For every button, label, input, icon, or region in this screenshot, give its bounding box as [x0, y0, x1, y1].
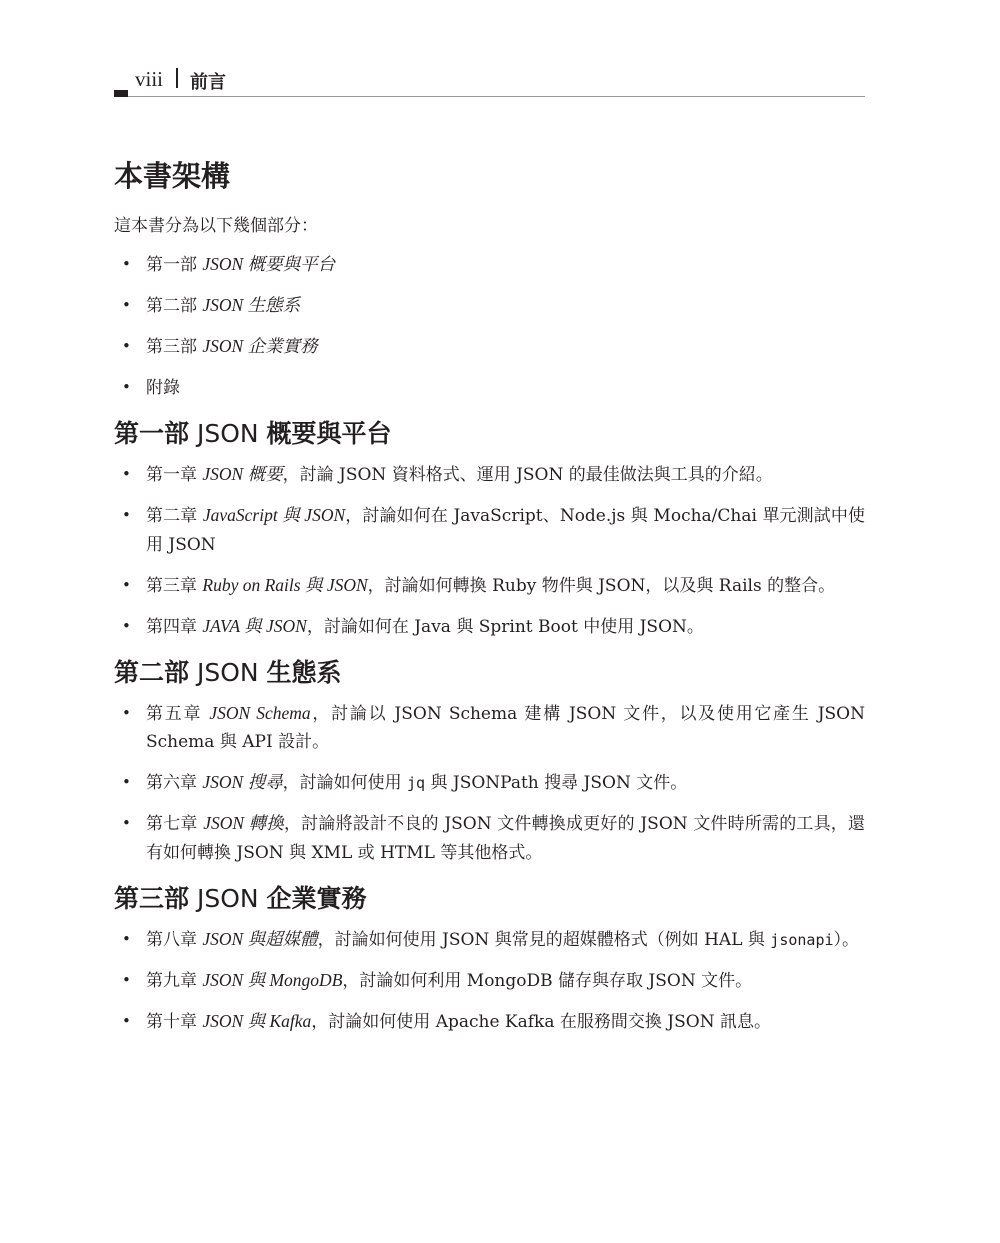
inline-code: jq [407, 774, 426, 792]
intro-paragraph: 這本書分為以下幾個部分： [114, 216, 318, 236]
chapter-item: • 第三章 Ruby on Rails 與 JSON，討論如何轉換 Ruby 物件與 JSON，以及與 Rails 的整合。 [114, 571, 865, 601]
header-marker [114, 90, 128, 97]
chapter-item: • 第七章 JSON 轉換，討論將設計不良的 JSON 文件轉換成更好的 JSON 文件時所需的工具，還有如何轉換 JSON 與 XML 或 HTML 等其他格式。 [114, 809, 865, 867]
overview-list [114, 250, 865, 403]
part-heading: 第二部 JSON 生態系 [114, 657, 342, 687]
chapter-item: • 第九章 JSON 與 MongoDB，討論如何利用 MongoDB 儲存與存取 JSON 文件。 [114, 966, 865, 996]
running-header [114, 66, 865, 97]
chapter-list [114, 925, 865, 1037]
overview-item: • 第一部 JSON 概要與平台 [114, 250, 865, 280]
page-content [114, 156, 865, 1048]
chapter-list [114, 699, 865, 868]
part-heading: 第一部 JSON 概要與平台 [114, 419, 392, 448]
chapter-item: • 第六章 JSON 搜尋，討論如何使用 jq 與 JSONPath 搜尋 JSON 文件。 [114, 768, 865, 798]
overview-item: • 附錄 [114, 373, 865, 403]
section-title: 本書架構 [114, 159, 231, 193]
chapter-item: • 第四章 JAVA 與 JSON，討論如何在 Java 與 Sprint Boot 中使用 JSON。 [114, 612, 865, 642]
chapter-item: • 第五章 JSON Schema，討論以 JSON Schema 建構 JSON 文件，以及使用它產生 JSON Schema 與 API 設計。 [114, 699, 865, 757]
header-separator [176, 68, 178, 88]
part-heading: 第三部 JSON 企業實務 [114, 883, 367, 913]
chapter-item: • 第一章 JSON 概要，討論 JSON 資料格式、運用 JSON 的最佳做法與工具的介紹。 [114, 460, 865, 490]
chapter-item: • 第十章 JSON 與 Kafka，討論如何使用 Apache Kafka 在服務間交換 JSON 訊息。 [114, 1007, 865, 1037]
overview-item: • 第三部 JSON 企業實務 [114, 332, 865, 362]
overview-item: • 第二部 JSON 生態系 [114, 291, 865, 321]
header-section-title: 前言 [190, 72, 226, 93]
chapter-item: • 第八章 JSON 與超媒體，討論如何使用 JSON 與常見的超媒體格式（例如 HAL 與 jsonapi）。 [114, 925, 865, 955]
chapter-item: • 第二章 JavaScript 與 JSON，討論如何在 JavaScript、Node.js 與 Mocha/Chai 單元測試中使用 JSON [114, 501, 865, 559]
inline-code: jsonapi [770, 930, 834, 949]
chapter-list [114, 460, 865, 641]
page-number: viii [135, 67, 164, 91]
